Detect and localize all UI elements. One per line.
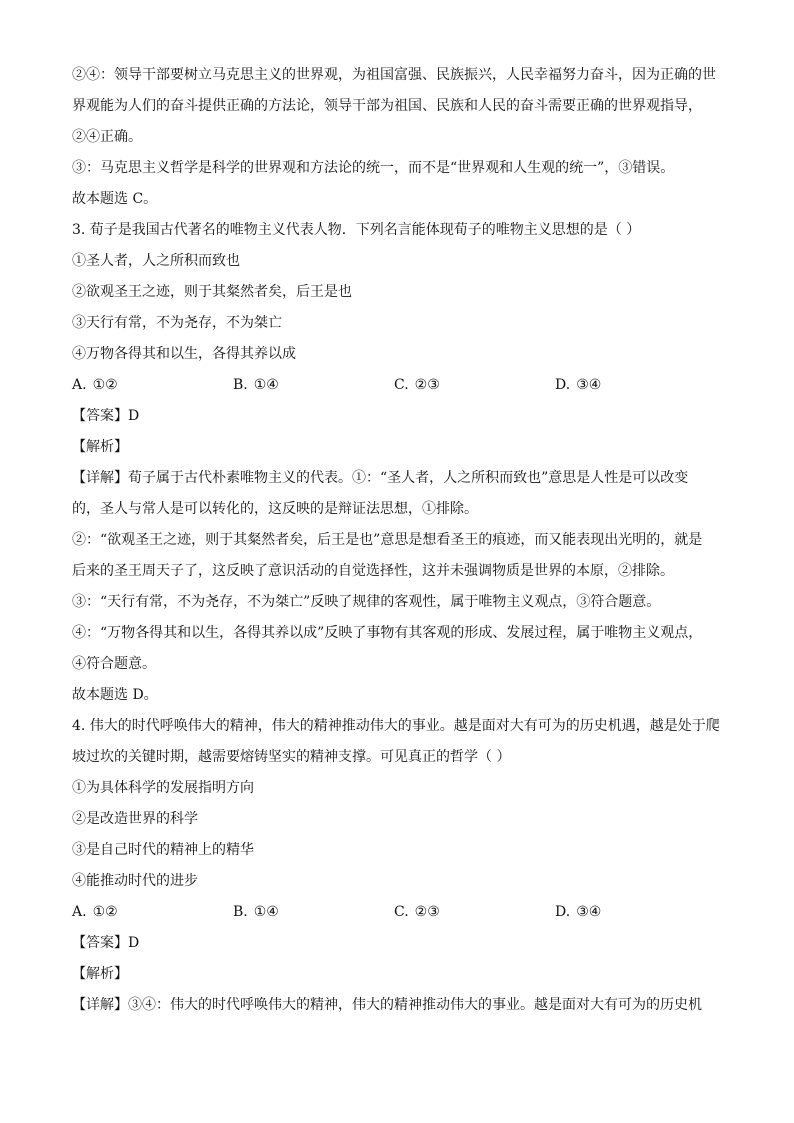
option-d: [555, 897, 716, 928]
detail-line: 【详解】荀子属于古代朴素唯物主义的代表。①：“圣人者，人之所积而致也”意思是人性是可以改变: [72, 470, 689, 486]
text-line: ③：马克思主义哲学是科学的世界观和方法论的统一，而不是“世界观和人生观的统一”，③错误。: [72, 160, 675, 176]
detail-line: 的，圣人与常人是可以转化的，这反映的是辩证法思想，①排除。: [72, 501, 478, 517]
detail-line: ④符合题意。: [72, 656, 156, 672]
analysis-label: 【解析】: [72, 966, 128, 982]
option-letter: C.: [394, 377, 409, 393]
option-a: [72, 897, 233, 928]
answer-line: [72, 928, 722, 959]
option-letter: D.: [555, 904, 571, 920]
detail-line: ③：“天行有常，不为尧存，不为桀亡”反映了规律的客观性，属于唯物主义观点，③符合题意。: [72, 594, 661, 610]
option-c: [394, 897, 555, 928]
option-text: ①④: [253, 904, 279, 920]
option-a: [72, 370, 233, 401]
question-4: [72, 711, 722, 1021]
detail-line: ②：“欲观圣王之迹，则于其粲然者矣，后王是也”意思是想看圣王的痕迹，而又能表现出光明的，就是: [72, 532, 703, 548]
detail-line: 【详解】③④：伟大的时代呼唤伟大的精神，伟大的精神推动伟大的事业。越是面对大有可为的历史机: [72, 997, 702, 1013]
option-letter: A.: [72, 377, 87, 393]
option-text: ②③: [414, 904, 440, 920]
option-letter: D.: [555, 377, 571, 393]
answer-value: D: [128, 408, 140, 424]
statement-item: ④万物各得其和以生，各得其养以成: [72, 346, 296, 362]
option-d: [555, 370, 716, 401]
answer-options: [72, 897, 722, 928]
previous-analysis: [72, 60, 722, 215]
analysis-label: 【解析】: [72, 439, 128, 455]
document-page: [72, 60, 722, 1021]
conclusion-line: 故本题选 C。: [72, 191, 158, 207]
option-letter: A.: [72, 904, 87, 920]
option-b: [233, 897, 394, 928]
answer-label: 【答案】: [72, 935, 128, 951]
text-line: 界观能为人们的奋斗提供正确的方法论，领导干部为祖国、民族和人民的奋斗需要正确的世界观指导，: [72, 98, 702, 114]
statement-item: ②欲观圣王之迹，则于其粲然者矣，后王是也: [72, 284, 352, 300]
option-text: ③④: [576, 377, 602, 393]
option-b: [233, 370, 394, 401]
answer-options: [72, 370, 722, 401]
question-stem: 4. 伟大的时代呼唤伟大的精神，伟大的精神推动伟大的事业。越是面对大有可为的历史机遇，越是处于爬: [72, 718, 720, 734]
option-letter: C.: [394, 904, 409, 920]
statement-item: ④能推动时代的进步: [72, 873, 198, 889]
conclusion-line: 故本题选 D。: [72, 687, 158, 703]
statement-item: ②是改造世界的科学: [72, 811, 198, 827]
question-stem: 3. 荀子是我国古代著名的唯物主义代表人物．下列名言能体现荀子的唯物主义思想的是（ ）: [72, 222, 641, 238]
statement-item: ③天行有常，不为尧存，不为桀亡: [72, 315, 282, 331]
statement-item: ①为具体科学的发展指明方向: [72, 780, 254, 796]
option-text: ③④: [576, 904, 602, 920]
option-text: ①②: [92, 377, 118, 393]
option-text: ①④: [253, 377, 279, 393]
detail-line: ④：“万物各得其和以生，各得其养以成”反映了事物有其客观的形成、发展过程，属于唯物主义观点，: [72, 625, 703, 641]
answer-value: D: [128, 935, 140, 951]
text-line: ②④：领导干部要树立马克思主义的世界观，为祖国富强、民族振兴，人民幸福努力奋斗，因为正确的世: [72, 67, 716, 83]
option-c: [394, 370, 555, 401]
option-text: ①②: [92, 904, 118, 920]
statement-item: ③是自己时代的精神上的精华: [72, 842, 254, 858]
text-line: ②④正确。: [72, 129, 142, 145]
question-3: [72, 215, 722, 711]
detail-line: 后来的圣王周天子了，这反映了意识活动的自觉选择性，这并未强调物质是世界的本原，②排除。: [72, 563, 674, 579]
answer-label: 【答案】: [72, 408, 128, 424]
option-text: ②③: [414, 377, 440, 393]
answer-line: [72, 401, 722, 432]
question-stem: 坡过坎的关键时期，越需要熔铸坚实的精神支撑。可见真正的哲学（ ）: [72, 749, 511, 765]
option-letter: B.: [233, 904, 248, 920]
option-letter: B.: [233, 377, 248, 393]
statement-item: ①圣人者，人之所积而致也: [72, 253, 240, 269]
